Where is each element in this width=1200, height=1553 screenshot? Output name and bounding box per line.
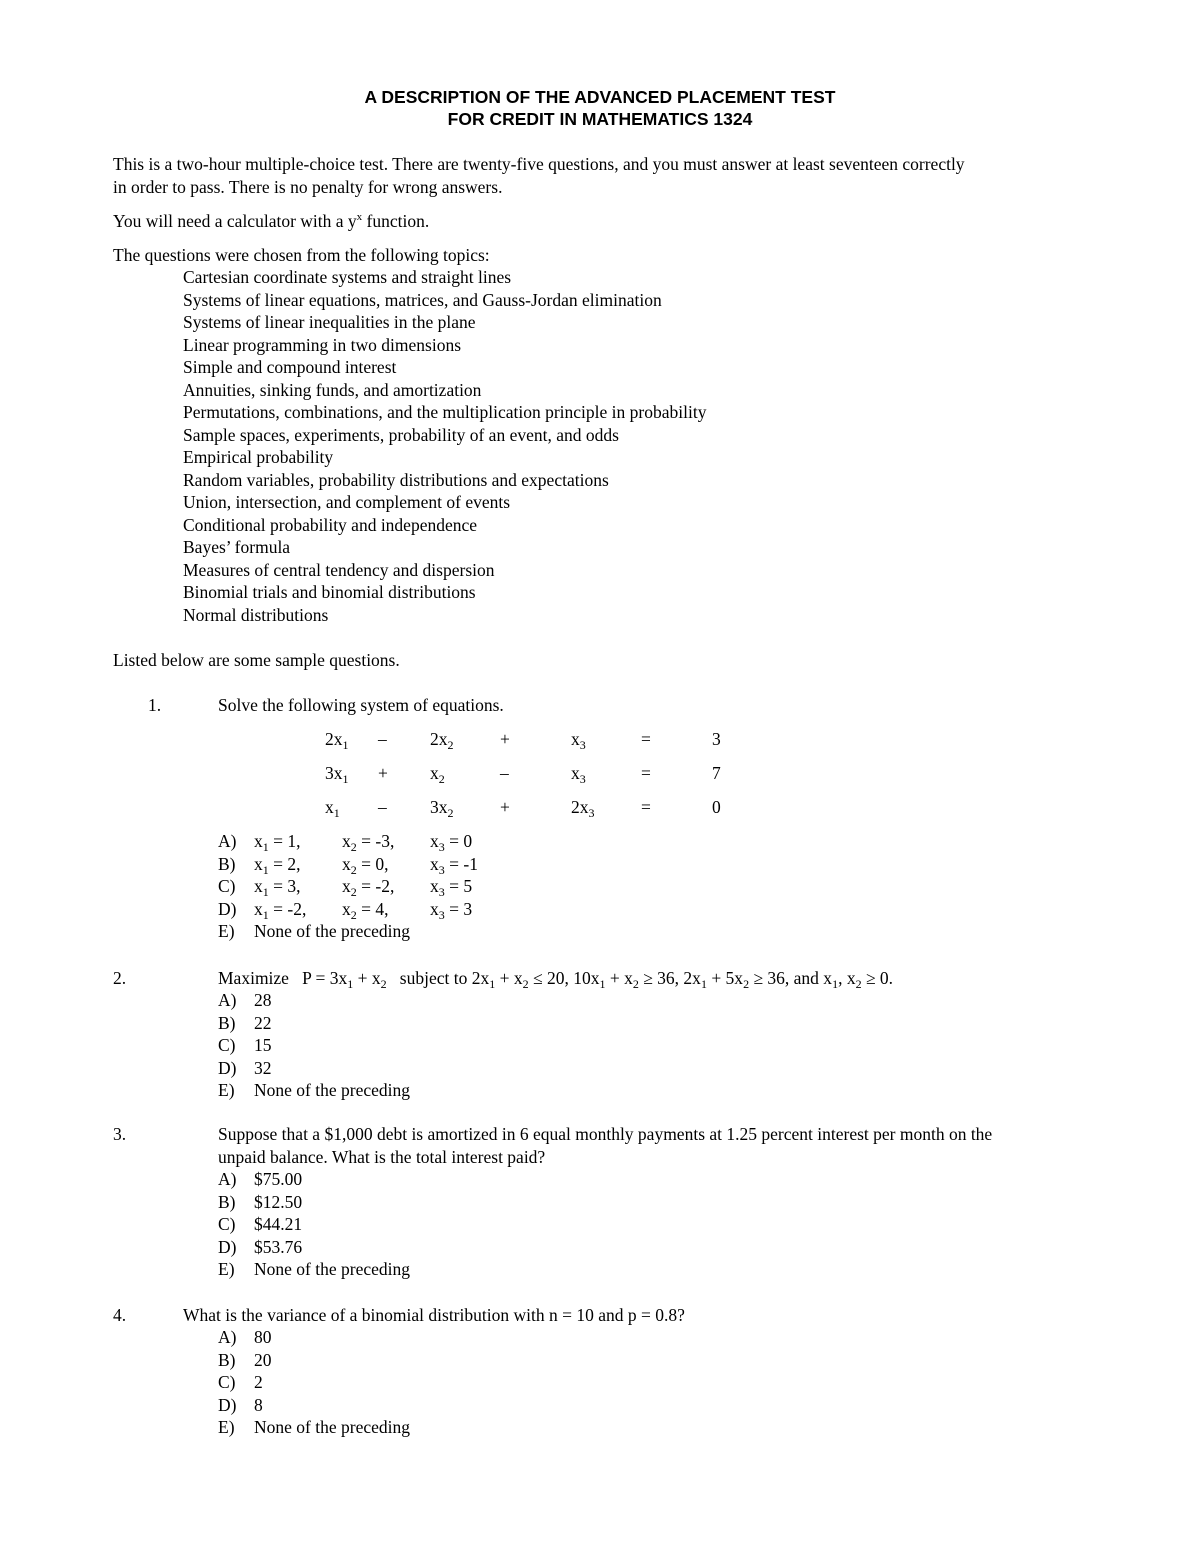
eq-term: $2x_1$ [325,729,349,752]
topic-item: Sample spaces, experiments, probability of an event, and odds [183,424,619,445]
answer-choice: A) $x_1 = 1$, $x_2 = -3$, $x_3 = 0$ [218,831,473,854]
topic-item: Simple and compound interest [183,357,397,377]
answer-choice: E) None of the preceding [218,921,410,942]
equation-row [0,796,1200,818]
topic-item: Systems of linear inequalities in the plane [183,312,476,332]
calculator-text-end: function. [362,211,430,231]
answer-choice: C) 15 [218,1035,272,1056]
eq-term: $2x_3$ [571,797,595,820]
question-text: Maximize $P = 3x_1 + x_2$ subject to $2x_1 + x_2 \le 20$, $10x_1 + x_2 \ge 36$, $2x_1 + 5x_2 \ge 36$, and $x_1$, $x_2 \ge 0$. [218,968,894,991]
question-number: 4. [113,1305,127,1325]
intro-paragraph [113,153,1103,198]
topic-item: Cartesian coordinate systems and straight lines [183,267,512,287]
answer-choice: A) 28 [218,990,272,1010]
answer-choice: E) None of the preceding [218,1080,410,1101]
answer-choice: A) $75.00 [218,1169,303,1189]
eq-operator: – [500,763,509,783]
topic-item: Linear programming in two dimensions [183,334,462,355]
topic-item: Binomial trials and binomial distributions [183,582,476,602]
intro-line-2: in order to pass. There is no penalty for wrong answers. [113,176,503,197]
equation-row [0,728,1200,750]
eq-term: $3x_2$ [430,797,454,820]
eq-rhs: 0 [712,797,721,817]
eq-operator: + [500,797,510,817]
topics-intro: The questions were chosen from the following topics: [113,245,490,265]
eq-operator: – [378,797,387,817]
topics-list [183,266,1083,626]
eq-rhs: 3 [712,729,721,749]
title-line-2: FOR CREDIT IN MATHEMATICS 1324 [447,109,753,129]
eq-equals: = [641,763,651,783]
answer-choice: B) 20 [218,1349,272,1370]
topic-item: Systems of linear equations, matrices, and Gauss-Jordan elimination [183,289,662,310]
eq-operator: – [378,729,387,749]
eq-equals: = [641,729,651,749]
title-line-1: A DESCRIPTION OF THE ADVANCED PLACEMENT TEST [364,87,836,107]
topic-item: Empirical probability [183,447,334,467]
question-number: 3. [113,1124,127,1144]
eq-operator: + [500,729,510,749]
eq-term: $2x_2$ [430,729,454,752]
intro-line-1: This is a two-hour multiple-choice test. There are twenty-five questions, and you must answer at least seventeen correctly [113,154,965,174]
question-text-line: Suppose that a $1,000 debt is amortized in 6 equal monthly payments at 1.25 percent interest per month on the [218,1124,993,1144]
answer-choice: C) $x_1 = 3$, $x_2 = -2$, $x_3 = 5$ [218,876,473,900]
topic-item: Annuities, sinking funds, and amortization [183,379,482,400]
answer-choices [218,1326,1098,1439]
answer-choice: C) $44.21 [218,1214,303,1235]
answer-choice: D) 32 [218,1057,272,1078]
answer-choices [218,830,1098,943]
sample-intro: Listed below are some sample questions. [113,650,400,670]
topic-item: Random variables, probability distributions and expectations [183,469,609,490]
question-text: Solve the following system of equations. [218,695,504,715]
topic-item: Normal distributions [183,604,329,625]
topic-item: Bayes’ formula [183,537,291,557]
calculator-text: You will need a calculator with a y [113,211,357,231]
topic-item: Conditional probability and independence [183,514,478,535]
calculator-paragraph [113,210,1103,233]
question-text: What is the variance of a binomial distribution with n = 10 and p = 0.8? [183,1305,685,1325]
calculator-superscript: x [356,211,363,223]
answer-choice: D) $x_1 = -2$, $x_2 = 4$, $x_3 = 3$ [218,898,473,922]
document-title [0,86,1200,130]
eq-term: $x_1$ [325,797,340,820]
answer-choice: B) 22 [218,1012,272,1033]
eq-term: $x_3$ [571,763,586,786]
topic-item: Measures of central tendency and dispersion [183,559,495,580]
answer-choice: D) 8 [218,1394,263,1415]
answer-choice: D) $53.76 [218,1236,303,1257]
eq-term: $x_2$ [430,763,445,786]
question-number: 2. [113,968,127,988]
question-text [218,1123,1098,1168]
answer-choice: A) 80 [218,1327,272,1347]
eq-operator: + [378,763,388,783]
answer-choice: E) None of the preceding [218,1259,410,1280]
answer-choice: B) $12.50 [218,1191,303,1212]
topic-item: Permutations, combinations, and the multiplication principle in probability [183,402,707,422]
eq-term: $x_3$ [571,729,586,752]
answer-choice: E) None of the preceding [218,1417,410,1438]
topic-item: Union, intersection, and complement of events [183,492,511,512]
equation-row [0,762,1200,784]
eq-rhs: 7 [712,763,721,783]
question-text-line: unpaid balance. What is the total interest paid? [218,1146,546,1167]
answer-choice: B) $x_1 = 2$, $x_2 = 0$, $x_3 = -1$ [218,853,478,877]
eq-equals: = [641,797,651,817]
eq-term: $3x_1$ [325,763,349,786]
answer-choices [218,1168,1098,1281]
answer-choices [218,989,1098,1102]
answer-choice: C) 2 [218,1372,263,1393]
question-number: 1. [148,695,162,715]
